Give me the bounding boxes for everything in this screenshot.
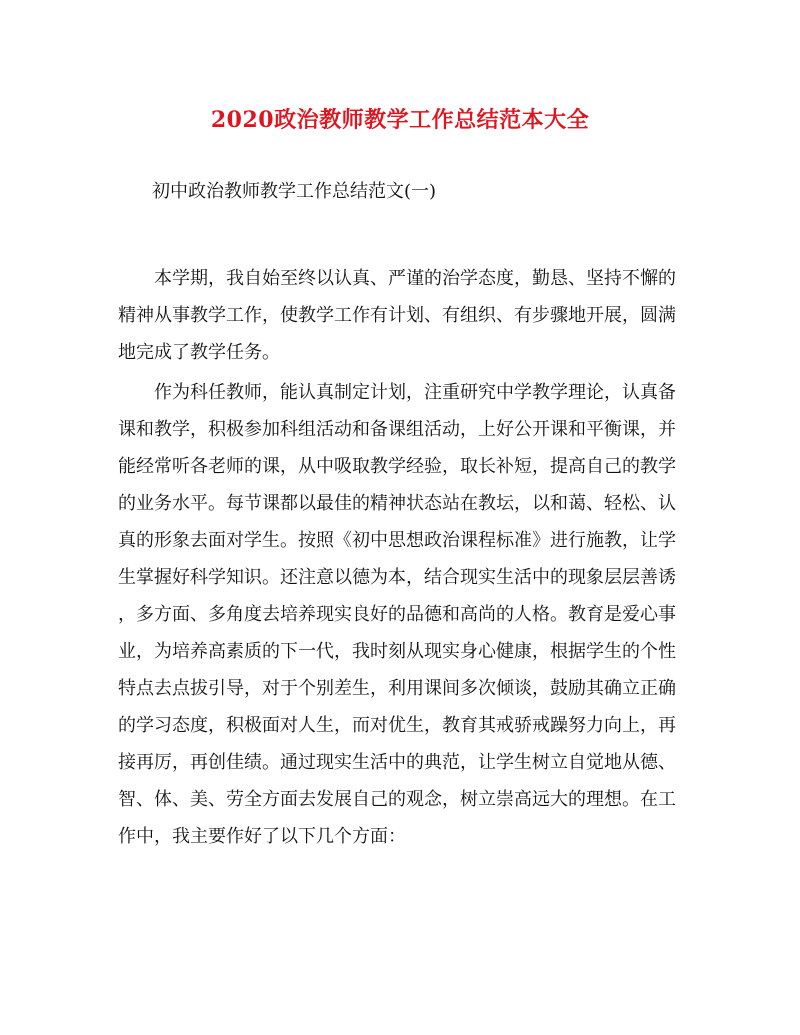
document-body [118, 260, 688, 855]
paragraph-2-line-9: 特点去点拔引导，对于个别差生，利用课间多次倾谈，鼓励其确立正确 [118, 678, 676, 699]
paragraph-2-line-5: 真的形象去面对学生。按照《初中思想政治课程标准》进行施教，让学 [118, 530, 676, 551]
paragraph-2-line-11: 接再厉，再创佳绩。通过现实生活中的典范，让学生树立自觉地从德、 [118, 752, 676, 773]
paragraph-2-line-12: 智、体、美、劳全方面去发展自己的观念，树立崇高远大的理想。在工 [118, 789, 676, 810]
paragraph-2-line-3: 能经常听各老师的课，从中吸取教学经验，取长补短，提高自己的教学 [118, 456, 676, 477]
paragraph-2-line-4: 的业务水平。每节课都以最佳的精神状态站在教坛，以和蔼、轻松、认 [118, 493, 676, 514]
paragraph-2-line-6: 生掌握好科学知识。还注意以德为本，结合现实生活中的现象层层善诱 [118, 567, 676, 588]
paragraph-1-line-3: 地完成了教学任务。 [118, 342, 280, 363]
document-subtitle: 初中政治教师教学工作总结范文(一) [152, 181, 437, 202]
paragraph-2-line-13: 作中，我主要作好了以下几个方面： [118, 826, 406, 847]
document-title: 2020政治教师教学工作总结范本大全 [210, 107, 590, 133]
paragraph-1-line-1: 本学期，我自始至终以认真、严谨的治学态度，勤恳、坚持不懈的 [154, 268, 676, 289]
paragraph-2-line-10: 的学习态度，积极面对人生，而对优生，教育其戒骄戒躁努力向上，再 [118, 715, 676, 736]
paragraph-1-line-2: 精神从事教学工作，使教学工作有计划、有组织、有步骤地开展，圆满 [118, 305, 676, 326]
paragraph-2-line-8: 业，为培养高素质的下一代，我时刻从现实身心健康，根据学生的个性 [118, 641, 676, 662]
paragraph-2-line-2: 课和教学，积极参加科组活动和备课组活动，上好公开课和平衡课，并 [118, 419, 676, 440]
paragraph-2-line-7: ，多方面、多角度去培养现实良好的品德和高尚的人格。教育是爱心事 [118, 604, 676, 625]
paragraph-2-line-1: 作为科任教师，能认真制定计划，注重研究中学教学理论，认真备 [154, 382, 676, 403]
